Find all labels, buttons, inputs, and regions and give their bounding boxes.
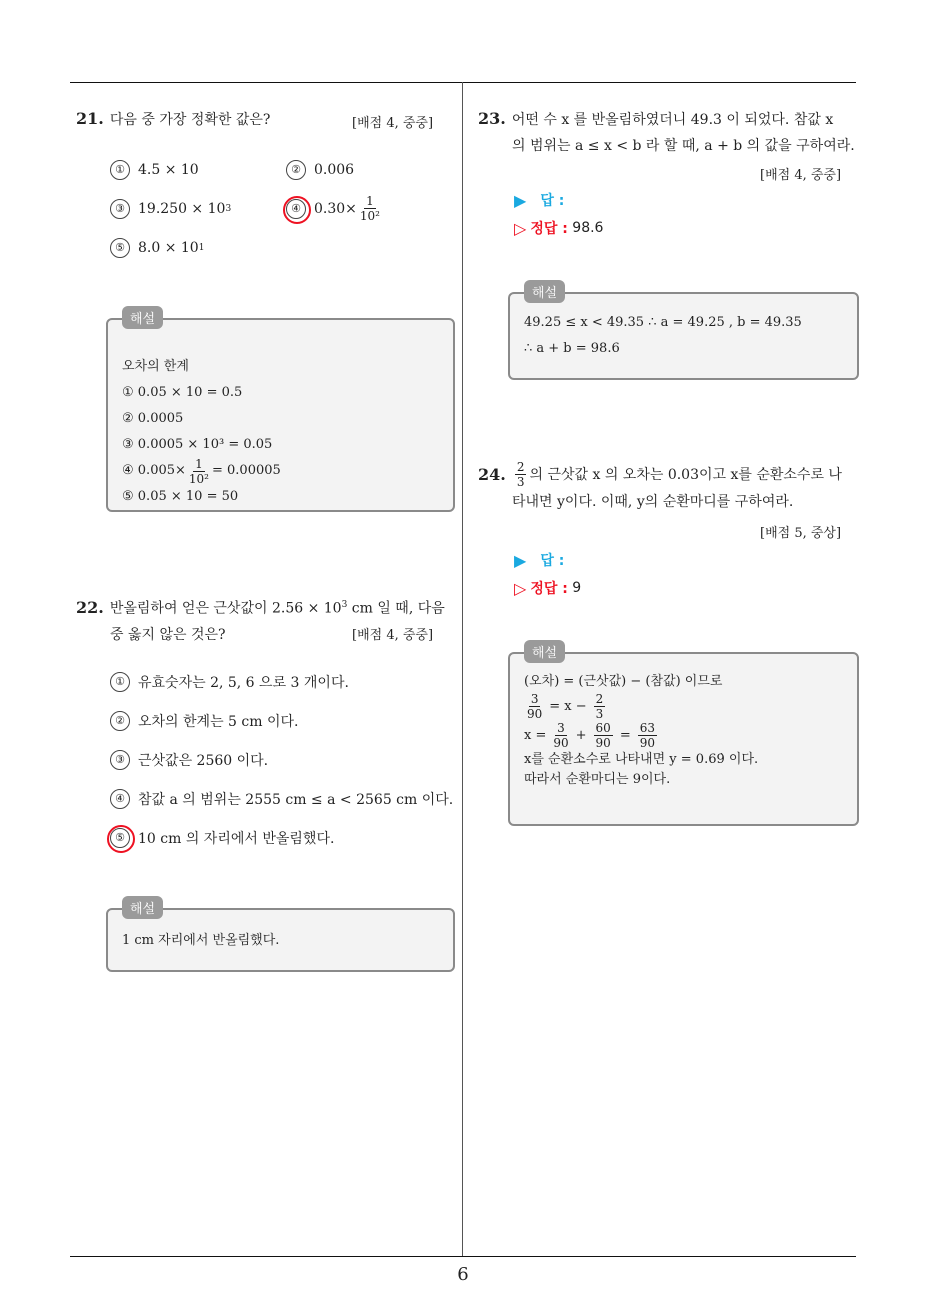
option-mark-text: ⑤ <box>115 831 125 844</box>
fraction <box>527 692 542 721</box>
column-divider <box>462 82 463 1256</box>
answer-mark <box>286 199 306 219</box>
option-mark: ② <box>286 160 306 180</box>
answer-mark <box>110 828 130 848</box>
q21-option-3[interactable] <box>110 199 231 219</box>
q23-text-2: 의 범위는 a ≤ x < b 라 할 때, a + b 의 값을 구하여라. <box>512 138 855 154</box>
correct-label: 정답 : <box>530 221 568 237</box>
option-mark: ① <box>110 672 130 692</box>
option-sup: 3 <box>225 204 232 214</box>
frac-num: 2 <box>516 460 525 474</box>
solution-line <box>524 721 843 750</box>
frac-num: 1 <box>195 456 203 471</box>
option-text: 10 cm 의 자리에서 반올림했다. <box>138 831 335 847</box>
solution-text: + <box>575 727 587 743</box>
solution-tag: 해설 <box>524 280 565 303</box>
frac-den: 3 <box>516 475 525 489</box>
solution-line: 49.25 ≤ x < 49.35 ∴ a = 49.25 , b = 49.35 <box>524 315 802 330</box>
bottom-rule <box>70 1256 856 1257</box>
q22-text: 반올림하여 얻은 근삿값이 2.56 × 10 <box>109 600 342 617</box>
option-mark-text: ④ <box>291 201 301 215</box>
option-mark: ③ <box>110 199 130 219</box>
solution-text: x = <box>524 727 547 743</box>
solution-line: 따라서 순환마디는 9이다. <box>524 772 671 787</box>
q22-text: cm 일 때, 다음 <box>347 600 445 617</box>
q22-sup: 3 <box>341 600 348 610</box>
solution-line: ② 0.0005 <box>122 411 184 426</box>
q21-text: 다음 중 가장 정확한 값은? <box>109 112 271 128</box>
solution-line <box>122 458 439 484</box>
q23-stem <box>478 106 868 159</box>
frac-num: 3 <box>530 692 539 706</box>
frac-num: 1 <box>366 194 374 208</box>
q22-option-1[interactable] <box>110 672 349 692</box>
q21-option-2[interactable] <box>286 160 354 180</box>
solution-tag: 해설 <box>122 306 163 329</box>
q24-number: 24. <box>478 464 506 484</box>
fraction <box>594 721 613 750</box>
option-text: 19.250 × 10 <box>138 201 226 217</box>
q23-text: 어떤 수 x 를 반올림하였더니 49.3 이 되었다. 참값 x <box>511 112 834 128</box>
solution-text: = <box>619 727 631 743</box>
q23-tag: [배점 4, 중중] <box>760 168 842 183</box>
option-text: 유효숫자는 2, 5, 6 으로 3 개이다. <box>138 675 349 691</box>
option-mark: ② <box>110 711 130 731</box>
solution-line: 1 cm 자리에서 반올림했다. <box>122 933 280 948</box>
solution-line: ③ 0.0005 × 10³ = 0.05 <box>122 437 273 452</box>
q23-solution-box <box>508 286 859 380</box>
triangle-outline-icon: ▷ <box>514 218 527 238</box>
option-text: 0.30× <box>314 200 357 217</box>
solution-text: = x − <box>549 698 587 714</box>
frac-den: 90 <box>595 736 611 750</box>
triangle-filled-icon: ▶ <box>514 190 527 210</box>
frac-den: 10² <box>188 471 209 486</box>
fraction <box>638 721 657 750</box>
fraction <box>553 721 568 750</box>
answer-label: 답 : <box>540 553 565 569</box>
solution-line: ⑤ 0.05 × 10 = 50 <box>122 489 239 504</box>
option-text: 오차의 한계는 5 cm 이다. <box>138 714 299 730</box>
q23-number: 23. <box>478 109 506 128</box>
solution-tag: 해설 <box>524 640 565 663</box>
q21-stem <box>76 106 270 133</box>
solution-tag: 해설 <box>122 896 163 919</box>
q24-tag: [배점 5, 중상] <box>760 526 842 541</box>
option-mark: ⑤ <box>110 238 130 258</box>
q22-option-2[interactable] <box>110 711 298 731</box>
q23-answer-row <box>514 190 564 210</box>
q21-number: 21. <box>76 109 104 128</box>
q21-option-4[interactable] <box>286 194 383 223</box>
frac-den: 3 <box>595 707 604 721</box>
top-rule <box>70 82 856 83</box>
correct-value: 9 <box>572 580 582 596</box>
solution-line: x를 순환소수로 나타내면 y = 0.69̇ 이다. <box>524 752 759 767</box>
q21-solution-box <box>106 312 455 512</box>
frac-den: 90 <box>553 736 569 750</box>
correct-label: 정답 : <box>530 581 568 597</box>
frac-den: 10² <box>359 209 380 223</box>
option-text: 근삿값은 2560 이다. <box>138 753 269 769</box>
q24-correct-row <box>514 578 581 598</box>
q21-option-5[interactable] <box>110 238 204 258</box>
q21-tag: [배점 4, 중중] <box>352 116 434 131</box>
solution-line: 오차의 한계 <box>122 359 189 374</box>
answer-label: 답 : <box>540 193 565 209</box>
q22-number: 22. <box>76 597 104 617</box>
fraction <box>515 460 527 489</box>
q22-option-5[interactable] <box>110 828 334 848</box>
solution-line: ∴ a + b = 98.6 <box>524 341 620 356</box>
q22-tag: [배점 4, 중중] <box>352 628 434 643</box>
correct-value: 98.6 <box>572 220 604 236</box>
q24-answer-row <box>514 550 564 570</box>
answer-circle <box>283 196 311 224</box>
option-mark: ④ <box>110 789 130 809</box>
frac-num: 3 <box>557 721 565 735</box>
q24-solution-box <box>508 646 859 826</box>
fraction <box>360 194 380 223</box>
option-mark: ③ <box>110 750 130 770</box>
frac-num: 63 <box>639 721 656 735</box>
answer-circle <box>107 825 135 853</box>
option-text: 8.0 × 10 <box>138 240 199 256</box>
q22-option-4[interactable] <box>110 789 453 809</box>
solution-text: = 0.00005 <box>212 463 281 478</box>
q22-text-2: 중 옳지 않은 것은? <box>110 626 226 643</box>
triangle-outline-icon: ▷ <box>514 578 527 598</box>
q22-option-3[interactable] <box>110 750 268 770</box>
q22-solution-box <box>106 902 455 972</box>
solution-line: (오차) = (근삿값) − (참값) 이므로 <box>524 674 723 689</box>
page-number: 6 <box>457 1264 469 1285</box>
solution-line <box>524 692 843 721</box>
option-sup: 1 <box>198 243 205 253</box>
frac-den: 90 <box>639 736 656 750</box>
option-text: 0.006 <box>314 162 355 178</box>
frac-num: 2 <box>595 692 604 706</box>
q24-stem <box>478 460 868 515</box>
option-text: 참값 a 의 범위는 2555 cm ≤ a < 2565 cm 이다. <box>138 792 454 808</box>
q21-option-1[interactable] <box>110 160 199 180</box>
triangle-filled-icon: ▶ <box>514 550 527 570</box>
solution-line: ① 0.05 × 10 = 0.5 <box>122 385 243 400</box>
q23-correct-row <box>514 218 603 238</box>
q24-text: 의 근삿값 x 의 오차는 0.03이고 x를 순환소수로 나 <box>529 466 842 483</box>
option-text: 4.5 × 10 <box>138 162 199 178</box>
solution-text: ④ 0.005× <box>122 463 186 478</box>
option-mark: ① <box>110 160 130 180</box>
frac-num: 60 <box>595 721 611 735</box>
frac-den: 90 <box>527 707 543 721</box>
q24-text-2: 타내면 y이다. 이때, y의 순환마디를 구하여라. <box>512 494 794 510</box>
fraction <box>594 692 606 721</box>
fraction <box>189 457 209 486</box>
